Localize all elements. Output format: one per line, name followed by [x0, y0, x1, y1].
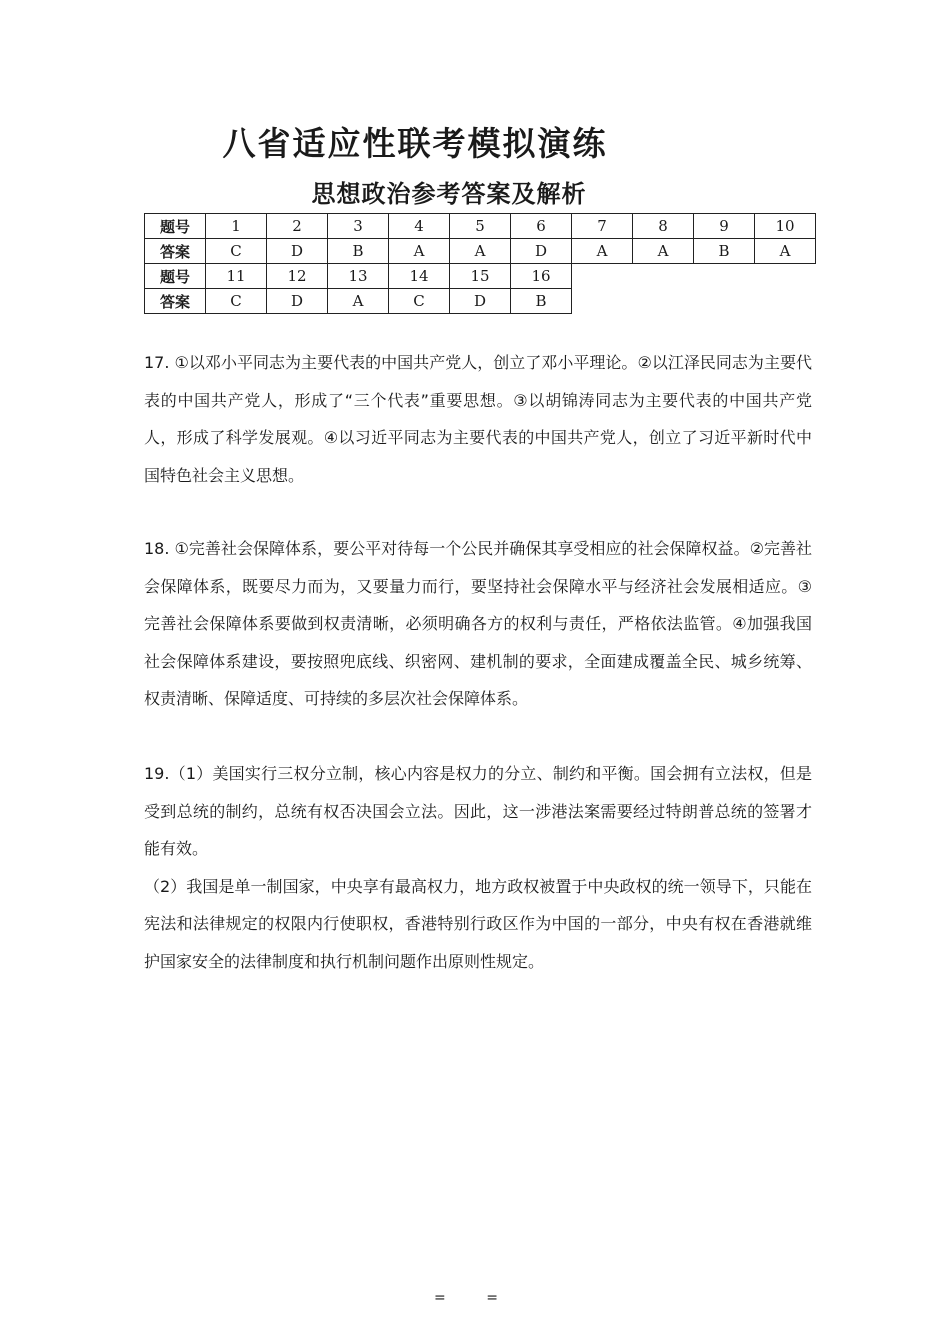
page-subtitle: 思想政治参考答案及解析 — [311, 180, 587, 208]
answer-17 — [144, 344, 812, 494]
table-row — [145, 214, 816, 239]
table-row — [145, 289, 816, 314]
row-label-answer: 答案 — [145, 289, 206, 314]
empty-cell — [572, 264, 633, 289]
answer-letter: A — [328, 289, 389, 314]
empty-cell — [633, 289, 694, 314]
question-number: 15 — [450, 264, 511, 289]
empty-cell — [694, 264, 755, 289]
question-number: 6 — [511, 214, 572, 239]
empty-cell — [755, 264, 816, 289]
answer-table — [144, 213, 816, 314]
answer-19 — [144, 755, 812, 980]
answer-letter: C — [206, 289, 267, 314]
table-row — [145, 264, 816, 289]
question-number: 11 — [206, 264, 267, 289]
question-number: 2 — [267, 214, 328, 239]
answer-19-part-1: 19.（1）美国实行三权分立制，核心内容是权力的分立、制约和平衡。国会拥有立法权，但是受到总统的制约，总统有权否决国会立法。因此，这一涉港法案需要经过特朗普总统的签署才能有效。 — [144, 764, 812, 858]
answer-letter: D — [511, 239, 572, 264]
question-number: 3 — [328, 214, 389, 239]
row-label-question: 题号 — [145, 264, 206, 289]
question-number: 12 — [267, 264, 328, 289]
answer-letter: B — [328, 239, 389, 264]
question-number: 14 — [389, 264, 450, 289]
empty-cell — [694, 289, 755, 314]
empty-cell — [633, 264, 694, 289]
question-number: 9 — [694, 214, 755, 239]
page-title: 八省适应性联考模拟演练 — [222, 124, 608, 163]
answer-letter: C — [389, 289, 450, 314]
row-label-question: 题号 — [145, 214, 206, 239]
answer-letter: B — [511, 289, 572, 314]
answer-19-part-2: （2）我国是单一制国家，中央享有最高权力，地方政权被置于中央政权的统一领导下，只能在宪法和法律规定的权限内行使职权，香港特别行政区作为中国的一部分，中央有权在香港就维护国家安全的法律制度和执行机制问题作出原则性规定。 — [144, 876, 812, 971]
question-number: 10 — [755, 214, 816, 239]
empty-cell — [572, 289, 633, 314]
page-footer-mark: = = — [434, 1290, 516, 1306]
answer-letter: B — [694, 239, 755, 264]
answer-letter: D — [267, 239, 328, 264]
answer-letter: A — [633, 239, 694, 264]
empty-cell — [755, 289, 816, 314]
question-number: 4 — [389, 214, 450, 239]
table-row — [145, 239, 816, 264]
answer-17-text: 17. ①以邓小平同志为主要代表的中国共产党人，创立了邓小平理论。②以江泽民同志为主要代表的中国共产党人，形成了“三个代表”重要思想。③以胡锦涛同志为主要代表的中国共产党人，形成了科学发展观。④以习近平同志为主要代表的中国共产党人，创立了习近平新时代中国特色社会主义思想。 — [144, 353, 812, 485]
row-label-answer: 答案 — [145, 239, 206, 264]
answer-letter: C — [206, 239, 267, 264]
answer-letter: D — [267, 289, 328, 314]
answer-letter: A — [450, 239, 511, 264]
answer-letter: A — [389, 239, 450, 264]
answer-18-text: 18. ①完善社会保障体系，要公平对待每一个公民并确保其享受相应的社会保障权益。②完善社会保障体系，既要尽力而为，又要量力而行，要坚持社会保障水平与经济社会发展相适应。③完善社会保障体系要做到权责清晰，必须明确各方的权利与责任，严格依法监管。④加强我国社会保障体系建设，要按照兜底线、织密网、建机制的要求，全面建成覆盖全民、城乡统筹、权责清晰、保障适度、可持续的多层次社会保障体系。 — [144, 539, 812, 708]
question-number: 13 — [328, 264, 389, 289]
answer-18 — [144, 530, 812, 718]
question-number: 8 — [633, 214, 694, 239]
question-number: 7 — [572, 214, 633, 239]
answer-letter: D — [450, 289, 511, 314]
question-number: 5 — [450, 214, 511, 239]
question-number: 1 — [206, 214, 267, 239]
answer-letter: A — [755, 239, 816, 264]
answer-letter: A — [572, 239, 633, 264]
question-number: 16 — [511, 264, 572, 289]
